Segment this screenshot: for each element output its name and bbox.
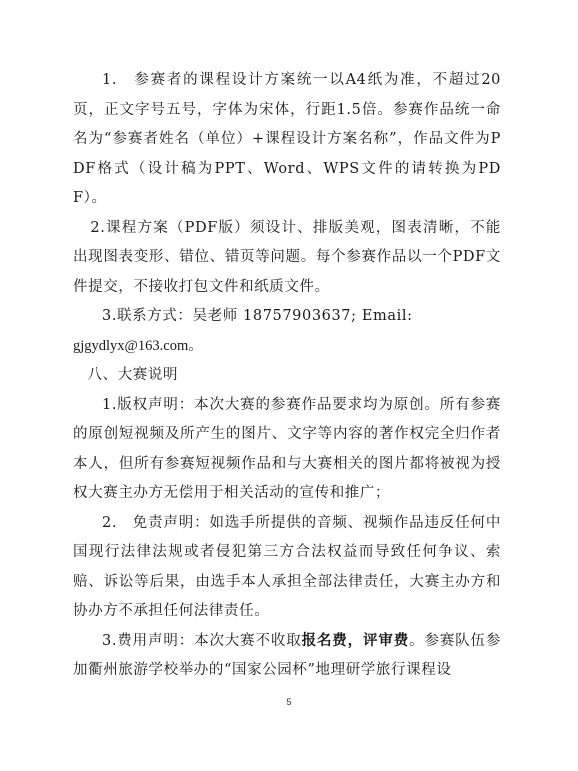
paragraph-disclaimer: 2. 免责声明：如选手所提供的音频、视频作品违反任何中国现行法律法规或者侵犯第三方合法权益而导致任何争议、索赔、诉讼等后果，由选手本人承担全部法律责任，大赛主办方和协办方不承担任何法律责任。 xyxy=(73,514,501,619)
fees-text-start: 3.费用声明：本次大赛不收取 xyxy=(102,632,302,649)
page-content xyxy=(73,66,501,686)
contact-email: gjgydlyx@163.com。 xyxy=(73,337,203,354)
contact-text: 3.联系方式：吴老师 18757903637; Email: xyxy=(102,308,413,324)
paragraph-layout-requirements: 2.课程方案（PDF版）须设计、排版美观，图表清晰，不能出现图表变形、错位、错页等问题。每个参赛作品以一个PDF文件提交，不接收打包文件和纸质文件。 xyxy=(73,219,501,295)
fees-bold-text: 报名费，评审费 xyxy=(301,632,410,649)
paragraph-contact-email xyxy=(73,332,501,362)
paragraph-submission-format: 1. 参赛者的课程设计方案统一以A4纸为准，不超过20页，正文字号五号，字体为宋体，行距1.5倍。参赛作品统一命名为“参赛者姓名（单位）+课程设计方案名称”，作品文件为PDF格式（设计稿为PPT、Word、WPS文件的请转换为PDF）。 xyxy=(73,72,501,206)
page-number: 5 xyxy=(286,697,292,707)
section-heading: 八、大赛说明 xyxy=(87,367,179,383)
paragraph-contact-info xyxy=(73,302,501,332)
fees-text-end: 。参赛队伍参加衢州旅游学校举办的“国家公园杯”地理研学旅行课程设 xyxy=(73,632,501,678)
paragraph-fees xyxy=(73,627,501,686)
paragraph-copyright: 1.版权声明：本次大赛的参赛作品要求均为原创。所有参赛的原创短视频及所产生的图片、文字等内容的著作权完全归作者本人，但所有参赛短视频作品和与大赛相关的图片都将被视为授权大赛主办方无偿用于相关活动的宣传和推广； xyxy=(73,396,501,501)
